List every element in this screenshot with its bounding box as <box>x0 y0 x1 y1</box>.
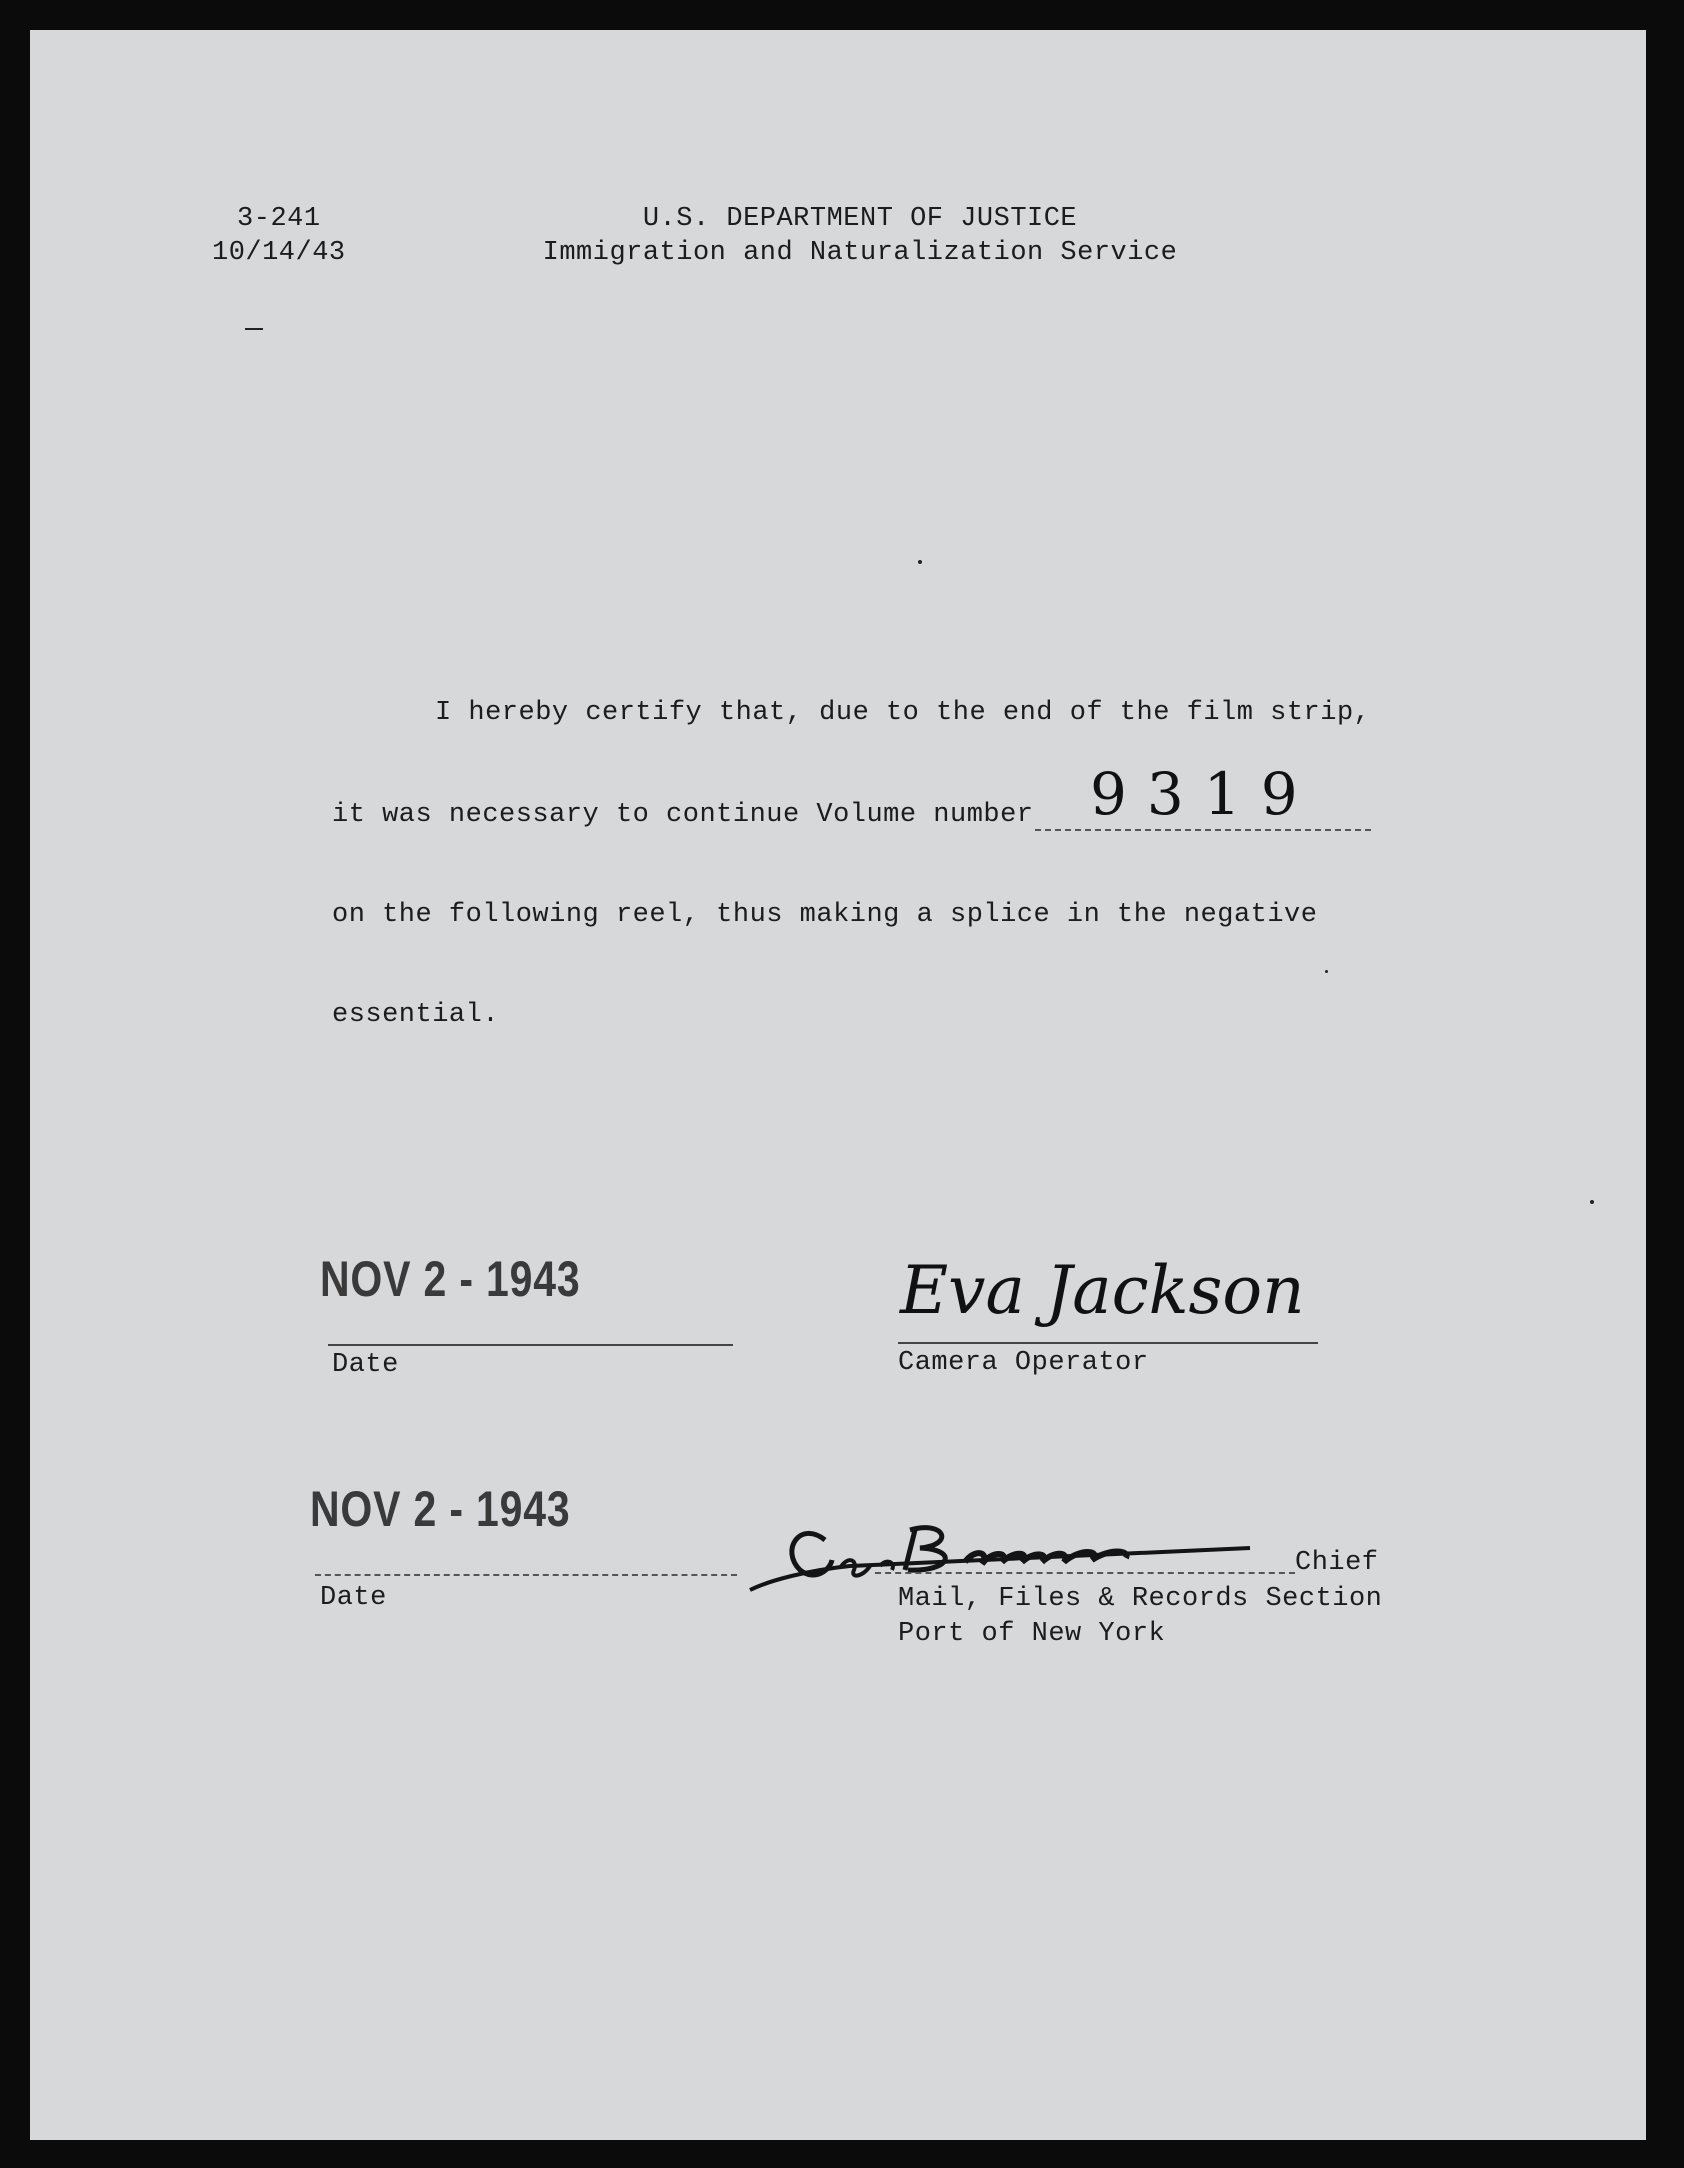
certification-line-3: on the following reel, thus making a splice in the negative <box>332 900 1318 930</box>
signature-line-1 <box>898 1342 1318 1344</box>
scan-speck <box>1590 1200 1594 1204</box>
scan-speck <box>245 328 263 330</box>
mail-files-records-section: Mail, Files & Records Section <box>898 1584 1383 1614</box>
camera-operator-signature: Eva Jackson <box>900 1252 1305 1329</box>
document-page <box>30 30 1646 2140</box>
certification-line-4: essential. <box>332 1000 500 1030</box>
signature-line-2 <box>875 1572 1295 1574</box>
certification-line-2: it was necessary to continue Volume number <box>332 800 1034 830</box>
document-header <box>500 202 1220 270</box>
certification-line-1: I hereby certify that, due to the end of the film strip, <box>435 698 1371 728</box>
form-date: 10/14/43 <box>212 238 346 268</box>
date-label-1: Date <box>332 1350 399 1380</box>
form-number: 3-241 <box>237 204 321 234</box>
scan-speck <box>1325 970 1328 973</box>
date-stamp-2: NOV 2 - 1943 <box>310 1481 571 1537</box>
scan-speck <box>918 560 922 564</box>
date-line-1 <box>328 1344 733 1346</box>
date-stamp-1: NOV 2 - 1943 <box>320 1251 581 1307</box>
service-subtitle: Immigration and Naturalization Service <box>542 238 1178 268</box>
form-code <box>212 202 346 270</box>
chief-title: Chief <box>1295 1548 1379 1578</box>
department-title: U.S. DEPARTMENT OF JUSTICE <box>642 204 1078 234</box>
port-of-new-york: Port of New York <box>898 1619 1166 1649</box>
date-line-2 <box>315 1574 737 1576</box>
camera-operator-title: Camera Operator <box>898 1348 1149 1378</box>
date-label-2: Date <box>320 1583 387 1613</box>
volume-number: 9319 <box>1090 760 1318 828</box>
volume-number-line <box>1035 829 1371 831</box>
